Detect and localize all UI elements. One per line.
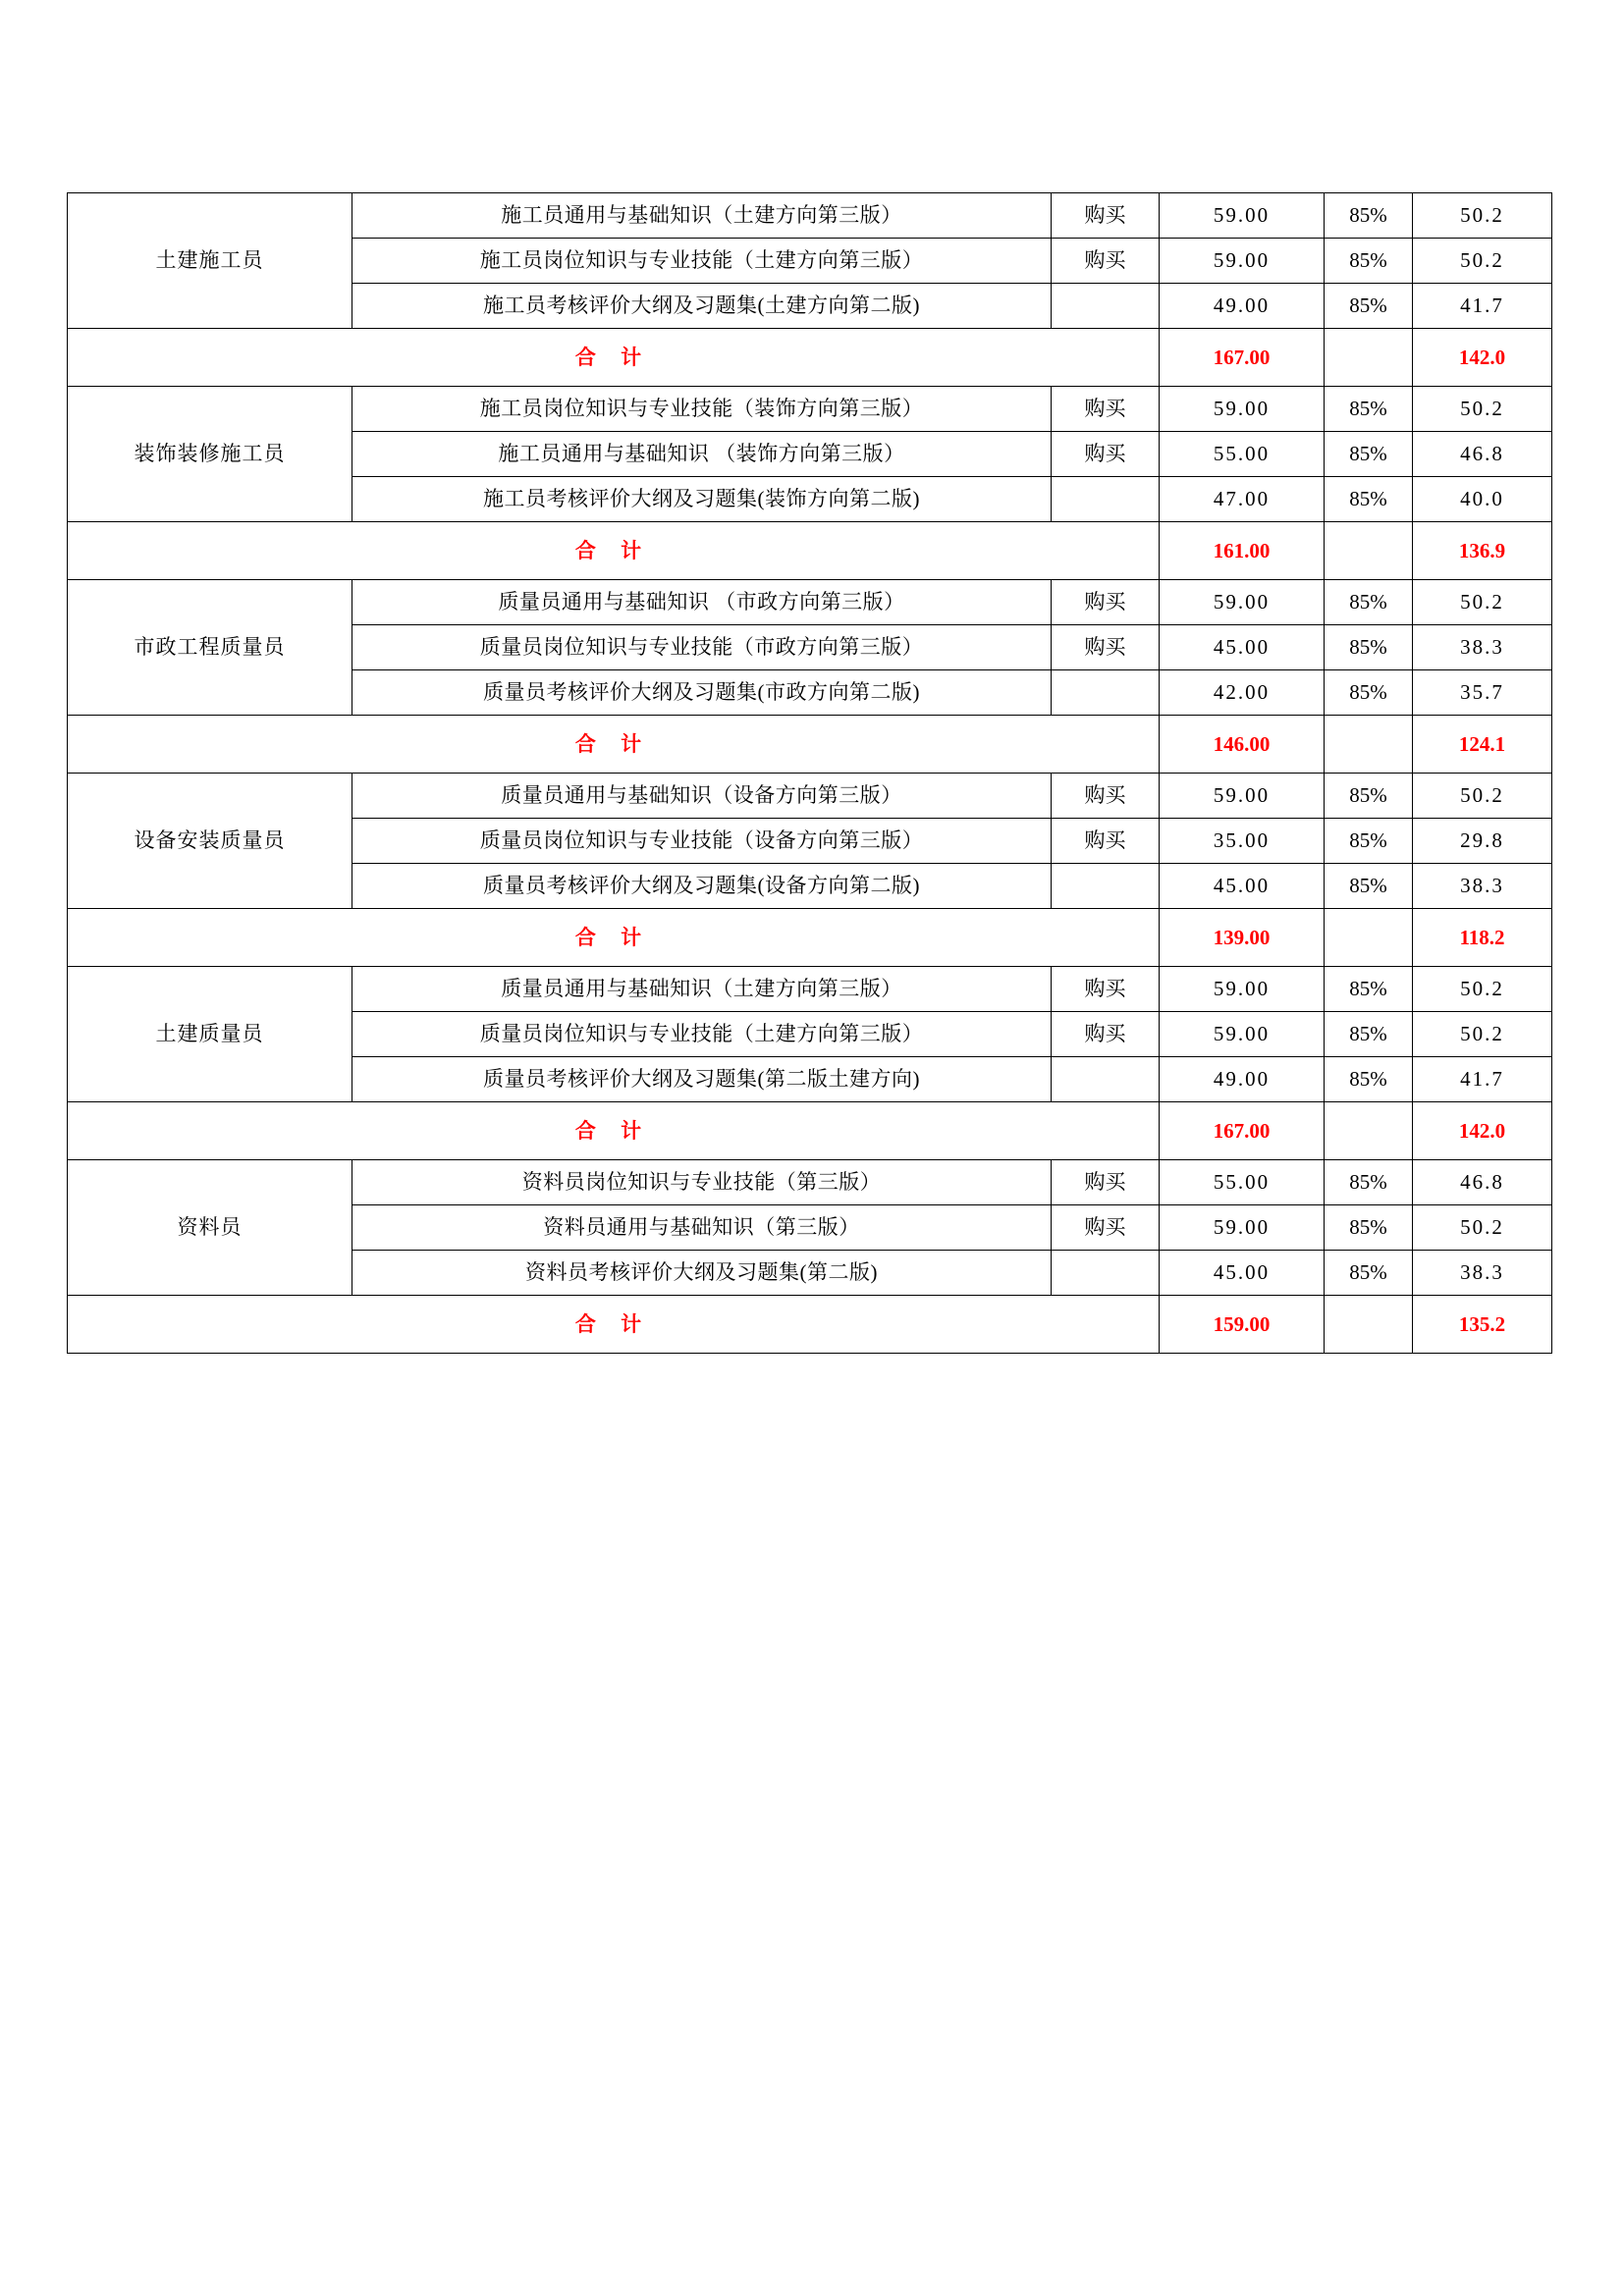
- total-label: 合 计: [68, 716, 1160, 774]
- buy-link[interactable]: 购买: [1052, 774, 1160, 819]
- final-price-cell: 35.7: [1413, 670, 1552, 716]
- buy-link[interactable]: 购买: [1052, 432, 1160, 477]
- table-row: [68, 387, 1552, 432]
- total-price: 161.00: [1160, 522, 1325, 580]
- book-title-cell: 质量员通用与基础知识（土建方向第三版）: [352, 967, 1052, 1012]
- total-label: 合 计: [68, 1102, 1160, 1160]
- category-cell: 土建施工员: [68, 193, 352, 329]
- total-discount-empty: [1325, 1102, 1413, 1160]
- buy-link[interactable]: 购买: [1052, 193, 1160, 239]
- book-title-cell: 施工员岗位知识与专业技能（土建方向第三版）: [352, 239, 1052, 284]
- final-price-cell: 46.8: [1413, 1160, 1552, 1205]
- total-discount-empty: [1325, 716, 1413, 774]
- price-cell: 59.00: [1160, 239, 1325, 284]
- buy-cell-empty: [1052, 1251, 1160, 1296]
- discount-cell: 85%: [1325, 477, 1413, 522]
- price-cell: 55.00: [1160, 432, 1325, 477]
- table-row: [68, 580, 1552, 625]
- buy-link[interactable]: 购买: [1052, 239, 1160, 284]
- total-final-price: 136.9: [1413, 522, 1552, 580]
- discount-cell: 85%: [1325, 387, 1413, 432]
- total-label: 合 计: [68, 909, 1160, 967]
- category-cell: 装饰装修施工员: [68, 387, 352, 522]
- price-cell: 49.00: [1160, 284, 1325, 329]
- book-title-cell: 质量员考核评价大纲及习题集(第二版土建方向): [352, 1057, 1052, 1102]
- textbook-price-table: [67, 192, 1552, 1354]
- category-cell: 土建质量员: [68, 967, 352, 1102]
- book-title-cell: 资料员考核评价大纲及习题集(第二版): [352, 1251, 1052, 1296]
- final-price-cell: 50.2: [1413, 193, 1552, 239]
- price-cell: 59.00: [1160, 1205, 1325, 1251]
- price-cell: 45.00: [1160, 864, 1325, 909]
- final-price-cell: 40.0: [1413, 477, 1552, 522]
- final-price-cell: 50.2: [1413, 387, 1552, 432]
- buy-cell-empty: [1052, 864, 1160, 909]
- price-cell: 59.00: [1160, 1012, 1325, 1057]
- total-final-price: 142.0: [1413, 329, 1552, 387]
- discount-cell: 85%: [1325, 625, 1413, 670]
- price-cell: 59.00: [1160, 580, 1325, 625]
- discount-cell: 85%: [1325, 1205, 1413, 1251]
- discount-cell: 85%: [1325, 670, 1413, 716]
- book-title-cell: 质量员考核评价大纲及习题集(市政方向第二版): [352, 670, 1052, 716]
- price-cell: 59.00: [1160, 387, 1325, 432]
- category-cell: 市政工程质量员: [68, 580, 352, 716]
- total-price: 139.00: [1160, 909, 1325, 967]
- total-final-price: 124.1: [1413, 716, 1552, 774]
- price-cell: 42.00: [1160, 670, 1325, 716]
- book-title-cell: 质量员通用与基础知识 （市政方向第三版）: [352, 580, 1052, 625]
- total-label: 合 计: [68, 329, 1160, 387]
- buy-link[interactable]: 购买: [1052, 819, 1160, 864]
- book-title-cell: 质量员通用与基础知识（设备方向第三版）: [352, 774, 1052, 819]
- buy-link[interactable]: 购买: [1052, 625, 1160, 670]
- final-price-cell: 50.2: [1413, 580, 1552, 625]
- discount-cell: 85%: [1325, 432, 1413, 477]
- buy-link[interactable]: 购买: [1052, 1205, 1160, 1251]
- final-price-cell: 29.8: [1413, 819, 1552, 864]
- price-cell: 45.00: [1160, 1251, 1325, 1296]
- final-price-cell: 50.2: [1413, 967, 1552, 1012]
- total-discount-empty: [1325, 522, 1413, 580]
- total-price: 167.00: [1160, 1102, 1325, 1160]
- discount-cell: 85%: [1325, 819, 1413, 864]
- total-row: [68, 909, 1552, 967]
- total-price: 146.00: [1160, 716, 1325, 774]
- category-cell: 资料员: [68, 1160, 352, 1296]
- table-row: [68, 193, 1552, 239]
- final-price-cell: 46.8: [1413, 432, 1552, 477]
- price-cell: 59.00: [1160, 774, 1325, 819]
- total-discount-empty: [1325, 329, 1413, 387]
- category-cell: 设备安装质量员: [68, 774, 352, 909]
- total-row: [68, 1102, 1552, 1160]
- price-cell: 55.00: [1160, 1160, 1325, 1205]
- book-title-cell: 施工员岗位知识与专业技能（装饰方向第三版）: [352, 387, 1052, 432]
- book-title-cell: 施工员通用与基础知识（土建方向第三版）: [352, 193, 1052, 239]
- final-price-cell: 41.7: [1413, 1057, 1552, 1102]
- total-final-price: 135.2: [1413, 1296, 1552, 1354]
- table-row: [68, 774, 1552, 819]
- final-price-cell: 50.2: [1413, 1012, 1552, 1057]
- total-row: [68, 1296, 1552, 1354]
- final-price-cell: 38.3: [1413, 1251, 1552, 1296]
- table-row: [68, 967, 1552, 1012]
- discount-cell: 85%: [1325, 1251, 1413, 1296]
- price-cell: 47.00: [1160, 477, 1325, 522]
- discount-cell: 85%: [1325, 1057, 1413, 1102]
- final-price-cell: 50.2: [1413, 1205, 1552, 1251]
- buy-link[interactable]: 购买: [1052, 580, 1160, 625]
- total-discount-empty: [1325, 1296, 1413, 1354]
- total-row: [68, 329, 1552, 387]
- price-cell: 45.00: [1160, 625, 1325, 670]
- discount-cell: 85%: [1325, 239, 1413, 284]
- final-price-cell: 41.7: [1413, 284, 1552, 329]
- buy-link[interactable]: 购买: [1052, 967, 1160, 1012]
- buy-cell-empty: [1052, 284, 1160, 329]
- book-title-cell: 质量员岗位知识与专业技能（设备方向第三版）: [352, 819, 1052, 864]
- price-cell: 59.00: [1160, 967, 1325, 1012]
- total-row: [68, 716, 1552, 774]
- total-final-price: 118.2: [1413, 909, 1552, 967]
- book-title-cell: 资料员通用与基础知识（第三版）: [352, 1205, 1052, 1251]
- price-cell: 59.00: [1160, 193, 1325, 239]
- buy-link[interactable]: 购买: [1052, 387, 1160, 432]
- final-price-cell: 50.2: [1413, 239, 1552, 284]
- book-title-cell: 质量员考核评价大纲及习题集(设备方向第二版): [352, 864, 1052, 909]
- total-price: 159.00: [1160, 1296, 1325, 1354]
- buy-cell-empty: [1052, 1057, 1160, 1102]
- book-title-cell: 施工员考核评价大纲及习题集(装饰方向第二版): [352, 477, 1052, 522]
- final-price-cell: 50.2: [1413, 774, 1552, 819]
- total-label: 合 计: [68, 1296, 1160, 1354]
- discount-cell: 85%: [1325, 864, 1413, 909]
- final-price-cell: 38.3: [1413, 625, 1552, 670]
- discount-cell: 85%: [1325, 284, 1413, 329]
- final-price-cell: 38.3: [1413, 864, 1552, 909]
- buy-link[interactable]: 购买: [1052, 1012, 1160, 1057]
- discount-cell: 85%: [1325, 967, 1413, 1012]
- book-title-cell: 施工员通用与基础知识 （装饰方向第三版）: [352, 432, 1052, 477]
- discount-cell: 85%: [1325, 774, 1413, 819]
- book-title-cell: 质量员岗位知识与专业技能（市政方向第三版）: [352, 625, 1052, 670]
- total-price: 167.00: [1160, 329, 1325, 387]
- discount-cell: 85%: [1325, 580, 1413, 625]
- total-final-price: 142.0: [1413, 1102, 1552, 1160]
- price-table-container: [67, 192, 1551, 1354]
- price-cell: 35.00: [1160, 819, 1325, 864]
- discount-cell: 85%: [1325, 1160, 1413, 1205]
- table-row: [68, 1160, 1552, 1205]
- book-title-cell: 资料员岗位知识与专业技能（第三版）: [352, 1160, 1052, 1205]
- book-title-cell: 施工员考核评价大纲及习题集(土建方向第二版): [352, 284, 1052, 329]
- discount-cell: 85%: [1325, 193, 1413, 239]
- buy-cell-empty: [1052, 477, 1160, 522]
- total-label: 合 计: [68, 522, 1160, 580]
- discount-cell: 85%: [1325, 1012, 1413, 1057]
- price-cell: 49.00: [1160, 1057, 1325, 1102]
- buy-link[interactable]: 购买: [1052, 1160, 1160, 1205]
- total-row: [68, 522, 1552, 580]
- buy-cell-empty: [1052, 670, 1160, 716]
- total-discount-empty: [1325, 909, 1413, 967]
- book-title-cell: 质量员岗位知识与专业技能（土建方向第三版）: [352, 1012, 1052, 1057]
